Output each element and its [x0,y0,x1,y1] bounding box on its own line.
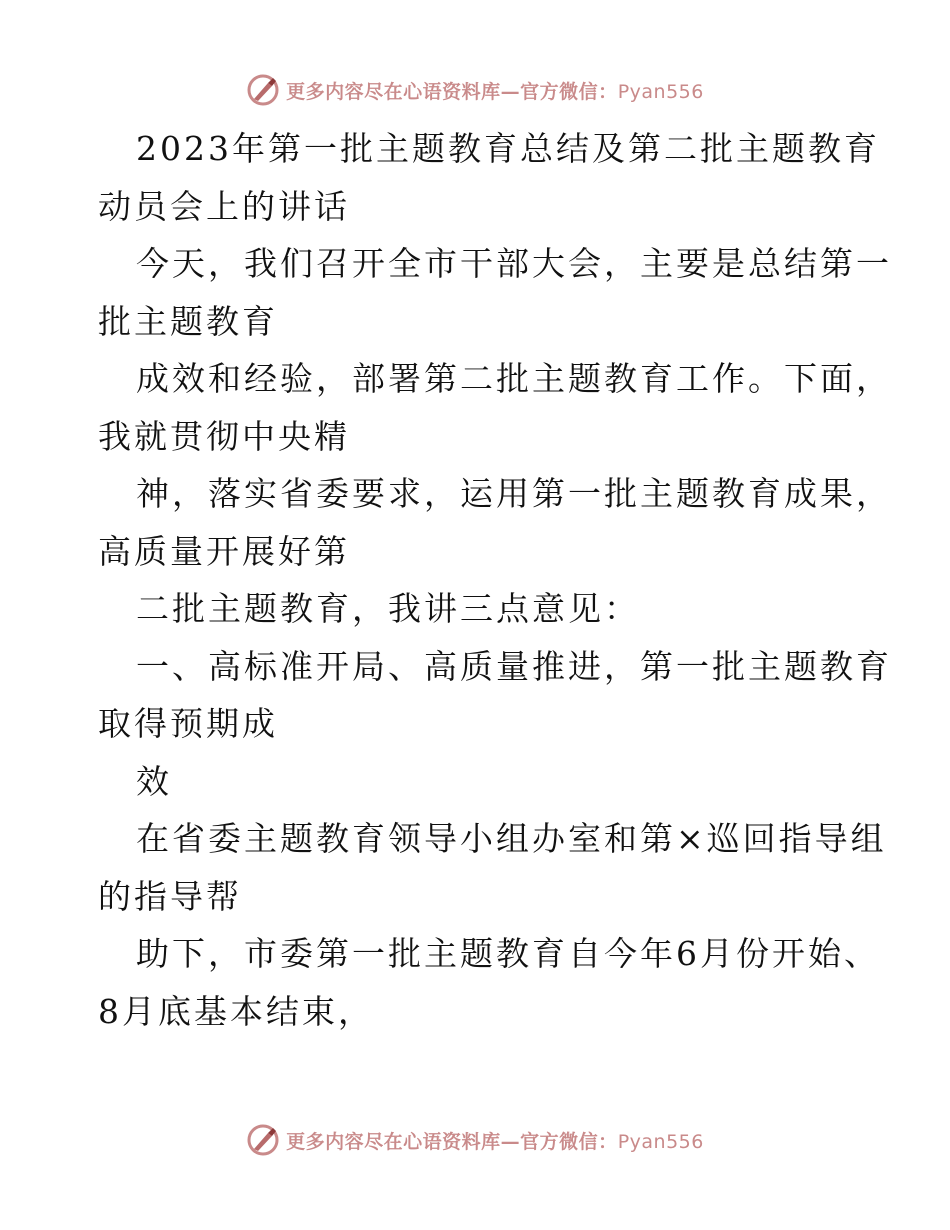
text-line: 一、高标准开局、高质量推进，第一批主题教育 [136,646,892,686]
text-line: 动员会上的讲话 [98,186,350,226]
document-body [98,120,892,1040]
watermark-official: 官方微信： [520,80,618,103]
watermark-text [286,1127,704,1154]
watermark-slogan: 更多内容尽在心语资料库 [286,1130,501,1153]
text-line: 我就贯彻中央精 [98,416,350,456]
text-line: 二批主题教育，我讲三点意见： [136,589,640,628]
text-line: 高质量开展好第 [98,531,350,571]
watermark-text [286,77,704,104]
watermark-wechat-id: Pyan556 [617,80,704,103]
watermark-official: 官方微信： [520,1130,618,1153]
text-line: 2023年第一批主题教育总结及第二批主题教育 [136,129,880,168]
text-line: 今天，我们召开全市干部大会，主要是总结第一 [136,244,892,283]
pen-logo-icon [246,73,280,107]
pen-logo-icon [246,1123,280,1157]
header-watermark [0,70,950,110]
footer-watermark [0,1120,950,1160]
text-line: 成效和经验，部署第二批主题教育工作。下面， [136,359,892,398]
text-line: 8月底基本结束， [98,991,374,1031]
text-line: 批主题教育 [98,301,278,341]
watermark-wechat-id: Pyan556 [617,1130,704,1153]
text-line: 效 [136,761,172,801]
text-line: 助下，市委第一批主题教育自今年6月份开始、 [136,934,880,973]
watermark-dash: — [500,80,521,103]
watermark-dash: — [500,1130,521,1153]
text-line: 神，落实省委要求，运用第一批主题教育成果， [136,474,892,513]
text-line: 的指导帮 [98,876,242,916]
watermark-slogan: 更多内容尽在心语资料库 [286,80,501,103]
text-line: 在省委主题教育领导小组办室和第×巡回指导组 [136,819,887,858]
text-line: 取得预期成 [98,704,278,743]
